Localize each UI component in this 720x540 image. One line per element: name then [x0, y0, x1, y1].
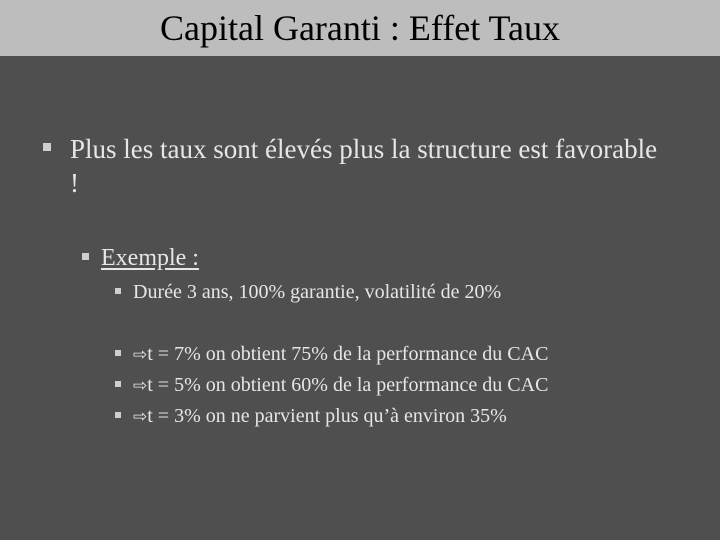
main-bullet-text: Plus les taux sont élevés plus la structure est favorable !: [70, 134, 658, 198]
right-arrow-icon: ⇨: [133, 376, 148, 396]
condition-text: Durée 3 ans, 100% garantie, volatilité de 20%: [133, 281, 502, 303]
square-bullet-icon: [115, 381, 121, 387]
result-item: [115, 404, 507, 429]
result-text: t = 3% on ne parvient plus qu’à environ 35%: [147, 405, 507, 427]
condition-bullet-item: [115, 280, 501, 304]
square-bullet-icon: [115, 288, 121, 294]
right-arrow-icon: ⇨: [133, 407, 148, 427]
square-bullet-icon: [43, 143, 51, 151]
example-label: Exemple :: [101, 245, 199, 271]
result-text: t = 7% on obtient 75% de la performance du CAC: [147, 343, 549, 365]
result-line: [133, 373, 548, 398]
result-item: [115, 373, 548, 398]
square-bullet-icon: [115, 350, 121, 356]
right-arrow-icon: ⇨: [133, 345, 148, 365]
result-line: [133, 404, 507, 429]
example-bullet-item: [82, 243, 199, 273]
square-bullet-icon: [82, 253, 89, 260]
result-line: [133, 342, 548, 367]
result-text: t = 5% on obtient 60% de la performance du CAC: [147, 374, 549, 396]
result-item: [115, 342, 548, 367]
main-bullet-item: [43, 132, 663, 200]
slide-title: Capital Garanti : Effet Taux: [159, 8, 561, 48]
square-bullet-icon: [115, 412, 121, 418]
